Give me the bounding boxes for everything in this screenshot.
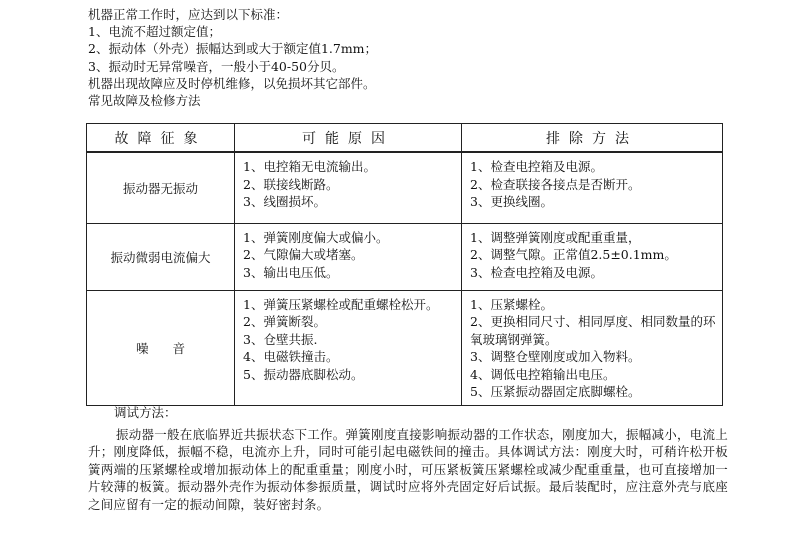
remedy-item: 3、更换线圈。 bbox=[470, 194, 553, 209]
cause-item: 2、弹簧断裂。 bbox=[243, 314, 326, 329]
header-symptom: 故障征象 bbox=[87, 124, 235, 153]
remedy-cell bbox=[462, 223, 723, 290]
table-row bbox=[87, 223, 723, 290]
remedy-item: 3、调整仓壁刚度或加入物料。 bbox=[470, 349, 641, 364]
remedy-item: 5、压紧振动器固定底脚螺栓。 bbox=[470, 384, 641, 399]
symptom-cell: 振动微弱电流偏大 bbox=[87, 223, 235, 290]
cause-item: 3、线圈损坏。 bbox=[243, 194, 326, 209]
cause-item: 2、联接线断路。 bbox=[243, 176, 339, 192]
remedy-item: 1、检查电控箱及电源。 bbox=[470, 159, 603, 174]
cause-cell bbox=[235, 290, 462, 405]
debug-section bbox=[88, 404, 728, 514]
cause-item: 1、弹簧刚度偏大或偏小。 bbox=[243, 229, 389, 245]
remedy-item: 2、调整气隙。正常值2.5±0.1mm。 bbox=[470, 247, 677, 262]
remedy-item: 4、调低电控箱输出电压。 bbox=[470, 366, 616, 382]
cause-item: 5、振动器底脚松动。 bbox=[243, 366, 364, 382]
intro-line: 1、电流不超过额定值； bbox=[88, 24, 221, 40]
intro-block bbox=[88, 6, 728, 109]
cause-item: 1、电控箱无电流输出。 bbox=[243, 159, 376, 174]
intro-line: 机器正常工作时，应达到以下标准： bbox=[88, 7, 289, 22]
table-row bbox=[87, 290, 723, 405]
header-cause: 可能原因 bbox=[235, 124, 462, 153]
cause-item: 3、仓壁共振. bbox=[243, 331, 318, 347]
fault-table bbox=[86, 123, 723, 406]
remedy-item: 3、检查电控箱及电源。 bbox=[470, 264, 603, 280]
remedy-item: 1、压紧螺栓。 bbox=[470, 296, 553, 312]
remedy-item: 2、更换相同尺寸、相同厚度、相同数量的环氧玻璃钢弹簧。 bbox=[470, 314, 716, 347]
intro-line: 3、振动时无异常噪音，一般小于40-50分贝。 bbox=[88, 58, 345, 74]
cause-item: 4、电磁铁撞击。 bbox=[243, 349, 339, 364]
symptom-text: 噪音 bbox=[135, 340, 209, 356]
remedy-cell bbox=[462, 152, 723, 223]
intro-line: 2、振动体（外壳）振幅达到或大于额定值1.7mm； bbox=[88, 41, 378, 57]
cause-item: 3、输出电压低。 bbox=[243, 264, 339, 280]
table-header-row bbox=[87, 124, 723, 153]
debug-paragraph: 振动器一般在底临界近共振状态下工作。弹簧刚度直接影响振动器的工作状态，刚度加大，振幅减小，电流上升；刚度降低，振幅不稳，电流亦上升，同时可能引起电磁铁间的撞击。具体调试方法：刚度大时，可稍许松开板簧两端的压紧螺栓或增加振动体上的配重重量；刚度小时，可压紧板簧压紧螺栓或减少配重重量，也可直接增加一片较薄的板簧。振动器外壳作为振动体参振质量，调试时应将外壳固定好后试振。最后装配时，应注意外壳与底座之间应留有一定的振动间隙，装好密封条。 bbox=[88, 426, 728, 512]
remedy-cell bbox=[462, 290, 723, 405]
cause-cell bbox=[235, 223, 462, 290]
symptom-cell: 振动器无振动 bbox=[87, 152, 235, 223]
table-caption: 常见故障及检修方法 bbox=[88, 93, 201, 109]
header-remedy: 排除方法 bbox=[462, 124, 723, 153]
table-row bbox=[87, 152, 723, 223]
cause-item: 1、弹簧压紧螺栓或配重螺栓松开。 bbox=[243, 296, 439, 312]
intro-line: 机器出现故障应及时停机维修，以免损坏其它部件。 bbox=[88, 75, 376, 91]
debug-title: 调试方法： bbox=[114, 405, 177, 420]
cause-cell bbox=[235, 152, 462, 223]
remedy-item: 2、检查联接各接点是否断开。 bbox=[470, 176, 641, 192]
cause-item: 2、气隙偏大或堵塞。 bbox=[243, 247, 364, 262]
symptom-cell bbox=[87, 290, 235, 405]
remedy-item: 1、调整弹簧刚度或配重重量， bbox=[470, 229, 641, 245]
